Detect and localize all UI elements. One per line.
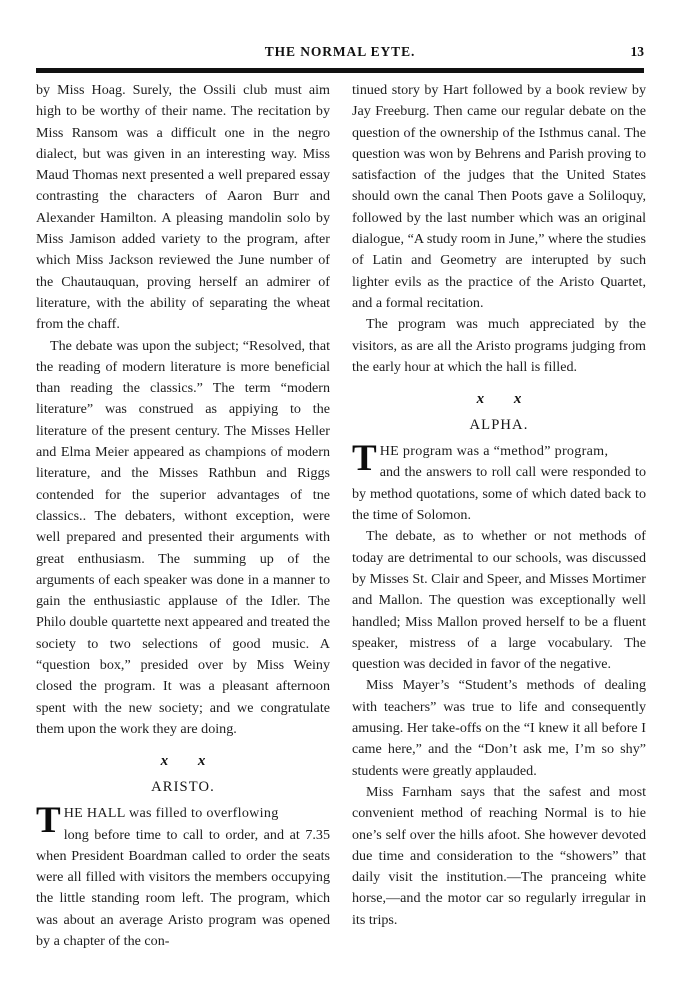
aristo-body-text: long before time to call to order, and at 7.35 when President Boardman called to order the seats were all filled with visitors the members occupying the little standing room left. The program, which was about an average Aristo program was opened by a chapter of the con- [36, 826, 330, 949]
right-column [352, 80, 646, 986]
alpha-debate-paragraph: The debate, as to whether or not methods of today are detrimental to our schools, was discussed by Misses St. Clair and Speer, and Misses Mortimer and Mallon. The question was exceptionally well handled; Miss Mallon proved herself to be a fluent speaker, mistress of a large vocabulary. The question was decided in favor of the negative. [352, 528, 646, 673]
aristo-lead-text: HE HALL was filled to overflowing [63, 805, 279, 822]
section-ornament-aristo: x x [160, 753, 219, 770]
section-heading-alpha: ALPHA. [469, 417, 529, 434]
aristo-appreciation-paragraph: The program was much appreciated by the visitors, as are all the Aristo programs judging from the early hour at which the hall is filled. [352, 316, 646, 375]
running-head [36, 44, 644, 64]
debate-paragraph: The debate was upon the subject; “Resolved, that the reading of modern literature is more beneficial than reading the classics.” The term “modern literature” was construed as appiying to the literature of the present century. The Misses Heller and Elma Meier appeared as champions of modern literature, and the Misses Rathbun and Riggs contended for the superior advantages of tne classics.. The debaters, withont exception, were well prepared and presented their arguments with great enthusiasm. The summing up of the arguments of each speaker was done in a manner to gain the enthusiastic applause of the Idler. The Philo double quartette next appeared and treated the society to two selections of good music. A “question box,” presided over by Miss Weiny closed the program. It was a pleasant afternoon spent with the new society; and we congratulate them upon the work they are doing. [36, 337, 330, 737]
section-ornament-alpha: x x [476, 391, 535, 408]
miss-farnham-paragraph: Miss Farnham says that the safest and most convenient method of reaching Normal is to hie one’s self over the hills afoot. She however devoted due time and consideration to the “showers” that daily visit the institution.—The pranceing white horse,—and the motor car so regularly irregular in its trips. [352, 783, 646, 928]
drop-cap-letter-alpha: T [352, 438, 377, 480]
alpha-lead-text: HE program was a “method” program, [379, 443, 609, 460]
section-heading-aristo: ARISTO. [151, 779, 215, 796]
aristo-program-continuation: tinued story by Hart followed by a book review by Jay Freeburg. Then came our regular debate on the question of the ownership of the Isthmus canal. The question was won by Behrens and Parish proving to satisfaction of the judges that the United States should own the canal Then Poots gave a Soliloquy, followed by the last number which was an original dialogue, “A study room in June,” where the studies of Latin and Geometry are interupted by such lighter evils as the practice of the Aristo Quartet, and a formal recitation. [352, 82, 646, 311]
left-column [36, 80, 330, 986]
alpha-opening-paragraph [352, 438, 646, 526]
miss-mayer-paragraph: Miss Mayer’s “Student’s methods of dealing with teachers” was true to life and consequently amusing. Her take-offs on the “I knew it all before I came here,” and the “Don’t ask me, I’m so shy” students were greatly applauded. [352, 677, 646, 779]
page-title: THE NORMAL EYTE. [264, 44, 416, 59]
drop-cap-letter-aristo: T [36, 800, 61, 842]
ossili-club-paragraph: by Miss Hoag. Surely, the Ossili club must aim high to be worthy of their name. The recitation by Miss Ransom was a difficult one in the negro dialect, but was given in an interesting way. Miss Maud Thomas next presented a well prepared essay contrasting the characters of Aaron Burr and Alexander Hamilton. A pleasing mandolin solo by Miss Jamison added variety to the program, after which Miss Jackson reviewed the June number of the Chautauquan, proving herself an admirer of literature, with the ability of separating the wheat from the chaff. [36, 82, 330, 333]
aristo-opening-paragraph [36, 800, 330, 952]
alpha-body-text: and the answers to roll call were responded to by method quotations, some of which dated back to the time of Solomon. [352, 464, 646, 524]
body-columns [36, 80, 646, 986]
page-number: 13 [630, 44, 644, 59]
header-rule [36, 68, 644, 72]
